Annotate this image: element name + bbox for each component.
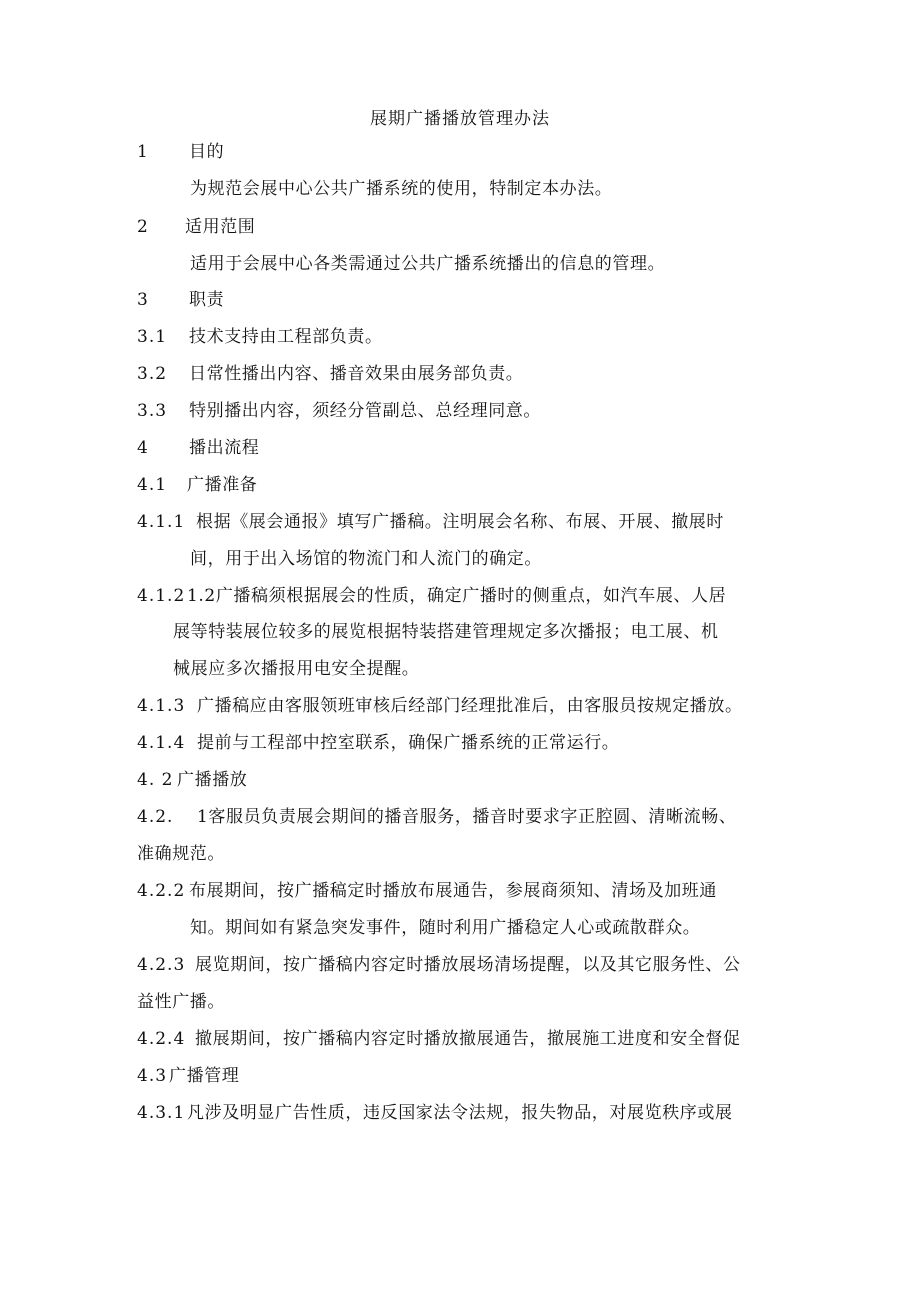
item-number: 3.1	[137, 327, 168, 347]
item-text: 特别播出内容，须经分管副总、总经理同意。	[189, 401, 541, 421]
item-continuation: 展等特装展位较多的展览根据特装搭建管理规定多次播报；电工展、机	[173, 622, 719, 642]
list-item	[137, 1028, 741, 1050]
list-item	[137, 954, 741, 976]
item-number: 4.1.4	[137, 733, 186, 753]
item-text: 1.2广播稿须根据展会的性质，确定广播时的侧重点，如汽车展、人居	[187, 586, 727, 606]
item-number: 4.1.3	[137, 696, 186, 716]
subsection-heading	[137, 474, 257, 496]
document-title: 展期广播播放管理办法	[370, 109, 550, 129]
item-text: 日常性播出内容、播音效果由展务部负责。	[189, 364, 524, 384]
list-item	[137, 732, 619, 754]
list-item	[137, 806, 736, 828]
subsection-title: 广播准备	[187, 475, 258, 495]
section-number: 2	[137, 217, 149, 237]
paragraph: 适用于会展中心各类需通过公共广播系统播出的信息的管理。	[190, 254, 666, 274]
section-title: 目的	[189, 142, 225, 162]
section-title: 播出流程	[189, 438, 260, 458]
item-number: 4.1.1	[137, 512, 186, 532]
list-item	[137, 585, 726, 607]
list-item	[137, 511, 724, 533]
section-number: 3	[137, 290, 149, 310]
item-number: 4.2.	[137, 807, 174, 827]
subsection-title: 广播管理	[169, 1066, 240, 1086]
subsection-number: 4. 2	[137, 770, 174, 790]
subsection-heading	[137, 769, 247, 791]
section-title: 适用范围	[185, 217, 256, 237]
section-title: 职责	[189, 290, 225, 310]
item-text: 广播稿应由客服领班审核后经部门经理批准后，由客服员按规定播放。	[197, 696, 743, 716]
section-number: 4	[137, 438, 149, 458]
item-text: 1客服员负责展会期间的播音服务，播音时要求字正腔圆、清晰流畅、	[197, 807, 737, 827]
subsection-number: 4.3	[137, 1066, 168, 1086]
section-heading	[137, 437, 259, 459]
item-number: 4.2.4	[137, 1029, 186, 1049]
item-continuation: 械展应多次播报用电安全提醒。	[173, 659, 420, 679]
section-number: 1	[137, 142, 149, 162]
list-item	[137, 1102, 733, 1124]
item-continuation: 益性广播。	[137, 992, 225, 1012]
subsection-number: 4.1	[137, 475, 168, 495]
item-continuation: 准确规范。	[137, 844, 225, 864]
list-item	[137, 363, 523, 385]
item-number: 4.3.1	[137, 1103, 186, 1123]
list-item	[137, 400, 541, 422]
list-item	[137, 695, 743, 717]
item-continuation: 知。期间如有紧急突发事件，随时利用广播稳定人心或疏散群众。	[190, 918, 701, 938]
item-text: 技术支持由工程部负责。	[189, 327, 383, 347]
item-number: 4.2.3	[137, 955, 186, 975]
subsection-title: 广播播放	[177, 770, 248, 790]
item-text: 撤展期间，按广播稿内容定时播放撤展通告，撤展施工进度和安全督促	[195, 1029, 741, 1049]
subsection-heading	[137, 1065, 239, 1087]
item-text: 根据《展会通报》填写广播稿。注明展会名称、布展、开展、撤展时	[196, 512, 724, 532]
item-text: 凡涉及明显广告性质，违反国家法令法规，报失物品，对展览秩序或展	[187, 1103, 733, 1123]
section-heading	[137, 216, 255, 238]
item-text: 展览期间，按广播稿内容定时播放展场清场提醒，以及其它服务性、公	[195, 955, 741, 975]
item-text: 布展期间，按广播稿定时播放布展通告，参展商须知、清场及加班通	[189, 881, 717, 901]
section-heading	[137, 289, 224, 311]
list-item	[137, 880, 717, 902]
list-item	[137, 326, 383, 348]
item-number: 3.3	[137, 401, 168, 421]
item-number: 4.1.2	[137, 586, 186, 606]
item-number: 4.2.2	[137, 881, 186, 901]
item-number: 3.2	[137, 364, 168, 384]
item-text: 提前与工程部中控室联系，确保广播系统的正常运行。	[197, 733, 620, 753]
section-heading	[137, 141, 224, 163]
paragraph: 为规范会展中心公共广播系统的使用，特制定本办法。	[190, 179, 613, 199]
item-continuation: 间，用于出入场馆的物流门和人流门的确定。	[190, 549, 542, 569]
